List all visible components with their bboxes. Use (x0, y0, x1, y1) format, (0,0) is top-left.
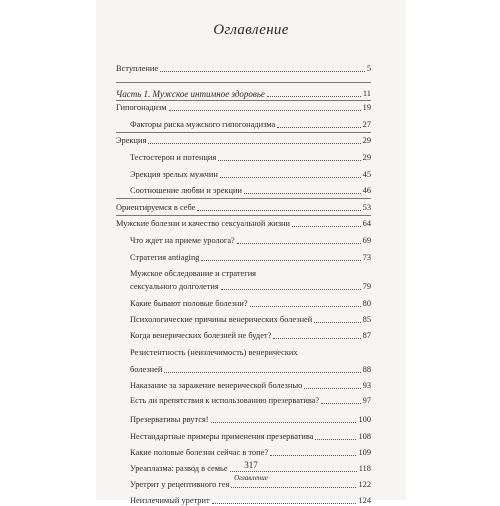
toc-leader (270, 455, 356, 456)
toc-leader (304, 388, 360, 389)
toc-entry-title: Соотношение любви и эрекции (130, 186, 242, 195)
toc-entry-title: Психологические причины венерических болезней (130, 315, 313, 324)
page-title: Оглавление (213, 22, 289, 38)
toc-entry-page: 100 (358, 415, 371, 424)
toc-part-entry (116, 89, 371, 99)
toc-leader (277, 127, 360, 128)
toc-entry-title: Вступление (116, 64, 159, 73)
toc-entry-page: 122 (358, 480, 371, 489)
toc-entry-page: 124 (358, 496, 371, 505)
toc-entry (130, 381, 371, 391)
toc-entry-title: Мужские болезни и качество сексуальной жизни (116, 219, 290, 228)
running-footer: Оглавление (234, 474, 268, 482)
separator (116, 132, 371, 133)
toc-entry (130, 282, 371, 292)
toc-leader (273, 338, 360, 339)
toc-entry (116, 103, 371, 113)
toc-entry (130, 170, 371, 180)
toc-leader (169, 110, 361, 111)
toc-leader (292, 226, 361, 227)
toc-entry (130, 186, 371, 196)
toc-leader (237, 243, 361, 244)
toc-entry-page: 108 (358, 432, 371, 441)
toc-entry (116, 64, 371, 74)
toc-entry-title: Стратегия antiaging (130, 253, 200, 262)
toc-entry (130, 331, 371, 341)
toc-leader (315, 439, 356, 440)
toc-entry (130, 153, 371, 163)
toc-entry (130, 396, 371, 406)
page-number: 317 (244, 460, 258, 470)
toc-entry-page: 80 (362, 299, 371, 308)
toc-entry-title: Эрекция зрелых мужчин (130, 170, 218, 179)
toc-entry (116, 136, 371, 146)
toc-leader (197, 210, 360, 211)
separator (116, 198, 371, 199)
toc-leader (231, 487, 356, 488)
toc-entry-title-line: Резистентность (неизлечимость) венерических (130, 348, 298, 357)
toc-leader (218, 160, 360, 161)
toc-entry-title: Наказание за заражение венерической болезнью (130, 381, 303, 390)
toc-entry-title: Что ждет на приеме уролога? (130, 236, 235, 245)
toc-entry-page: 46 (362, 186, 371, 195)
toc-leader (267, 96, 361, 97)
toc-entry-page: 87 (362, 331, 371, 340)
toc-entry-title: сексуального долголетия (130, 282, 219, 291)
toc-leader (321, 403, 361, 404)
toc-leader (148, 143, 360, 144)
toc-entry-title: Уретрит у рецептивного гея (130, 480, 230, 489)
book-page (96, 0, 406, 500)
toc-leader (314, 322, 360, 323)
toc-entry-title: Уреаплазма: развод в семье (130, 464, 228, 473)
toc-entry-page: 5 (366, 64, 371, 73)
toc-entry-title: Часть 1. Мужское интимное здоровье (116, 89, 265, 99)
toc-entry-title: Неизлечимый уретрит (130, 496, 210, 505)
toc-entry-page: 45 (362, 170, 371, 179)
toc-entry-title: Эрекция (116, 136, 147, 145)
toc-entry (130, 315, 371, 325)
toc-leader (211, 422, 357, 423)
toc-leader (221, 289, 361, 290)
toc-entry-page: 93 (362, 381, 371, 390)
toc-leader (164, 372, 360, 373)
toc-entry (130, 415, 371, 425)
toc-entry-page: 11 (362, 89, 371, 98)
toc-entry-page: 53 (362, 203, 371, 212)
toc-leader (212, 503, 357, 504)
toc-entry-page: 97 (362, 396, 371, 405)
toc-entry-page: 118 (358, 464, 371, 473)
toc-entry-page: 79 (362, 282, 371, 291)
toc-entry-page: 29 (362, 153, 371, 162)
toc-entry-title: Есть ли препятствия к использованию презерватива? (130, 396, 320, 405)
toc-leader (160, 71, 365, 72)
toc-entry-title: Нестандартные примеры применения презерватива (130, 432, 314, 441)
toc-leader (244, 193, 361, 194)
toc-leader (250, 306, 361, 307)
toc-entry (130, 253, 371, 263)
separator (116, 82, 371, 83)
toc-entry-title: Какие бывают половые болезни? (130, 299, 248, 308)
toc-entry (130, 120, 371, 130)
toc-entry-page: 69 (362, 236, 371, 245)
toc-entry (116, 219, 371, 229)
toc-entry-title: Гипогонадизм (116, 103, 167, 112)
toc-entry (130, 496, 371, 506)
toc-entry-page: 27 (362, 120, 371, 129)
toc-entry-title: Какие половые болезни сейчас в топе? (130, 448, 269, 457)
toc-leader (201, 260, 360, 261)
toc-entry (130, 236, 371, 246)
toc-entry-title: Ориентируемся в себе (116, 203, 196, 212)
toc-entry (130, 432, 371, 442)
toc-entry-title-line: Мужское обследование и стратегия (130, 269, 257, 278)
toc-entry-page: 29 (362, 136, 371, 145)
toc-entry-page: 19 (362, 103, 371, 112)
toc-entry (130, 299, 371, 309)
toc-entry (130, 365, 371, 375)
toc-entry-page: 109 (358, 448, 371, 457)
separator (116, 215, 371, 216)
toc-entry-title: Когда венерических болезней не будет? (130, 331, 272, 340)
toc-entry-title: Тестостерон и потенция (130, 153, 217, 162)
toc-leader (220, 177, 361, 178)
toc-entry-title: Факторы риска мужского гипогонадизма (130, 120, 276, 129)
toc-entry-page: 85 (362, 315, 371, 324)
toc-entry-page: 88 (362, 365, 371, 374)
toc-entry (130, 448, 371, 458)
toc-entry-title: болезней (130, 365, 163, 374)
toc-entry-page: 73 (362, 253, 371, 262)
toc-entry-title: Презервативы рвутся! (130, 415, 209, 424)
separator (116, 100, 371, 101)
toc-entry (116, 203, 371, 213)
toc-entry-page: 64 (362, 219, 371, 228)
toc-leader (230, 471, 357, 472)
